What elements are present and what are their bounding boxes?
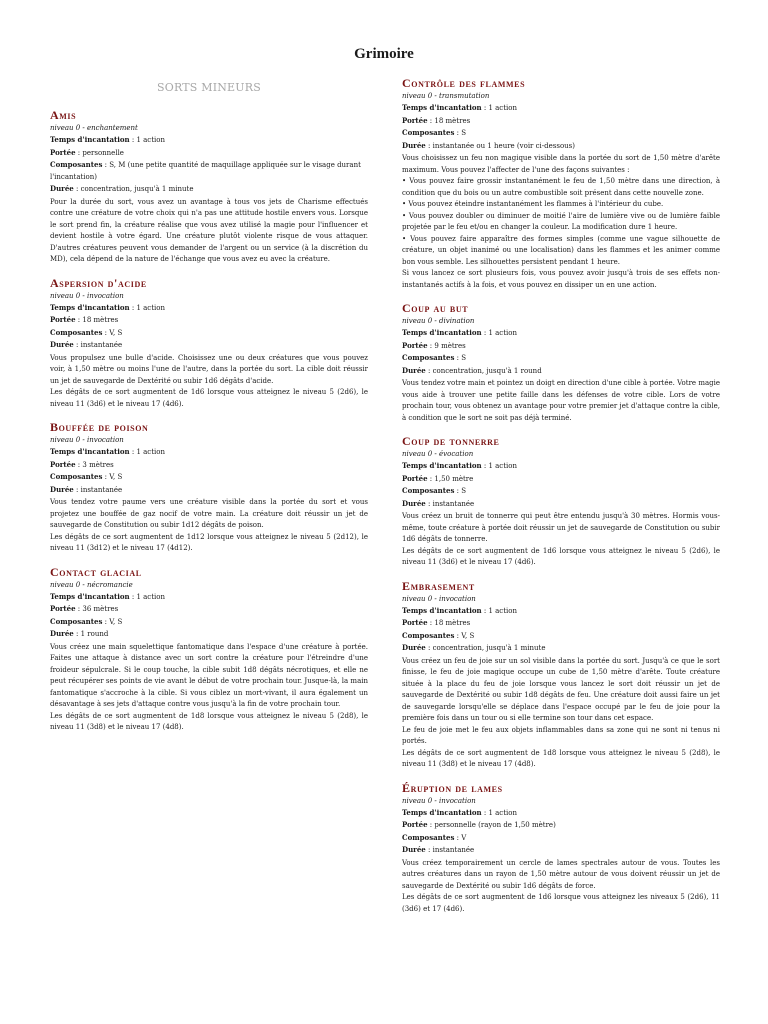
- spell-name: Bouffée de poison: [50, 420, 149, 434]
- spell-duration-row: Durée : instantanée ou 1 heure (voir ci-dessous): [402, 140, 576, 150]
- spell-duration-row: Durée : instantanée: [50, 340, 123, 349]
- spell-duration-value: instantanée ou 1 heure (voir ci-dessous): [432, 141, 576, 150]
- spell-coup-au-but: [402, 301, 720, 424]
- spell-components-label: Composantes: [50, 327, 103, 337]
- spell-level: niveau 0 - évocation: [402, 450, 474, 458]
- description-paragraph: • Vous pouvez doubler ou diminuer de moitié l'aire de lumière vive ou de lumière faible projetée par le feu et/ou en changer la couleur. La modification dure 1 heure.: [402, 211, 720, 231]
- description-paragraph: Les dégâts de ce sort augmentent de 1d12 lorsque vous atteignez le niveau 5 (2d12), le niveau 11 (3d12) et le niveau 17 (4d12).: [50, 532, 368, 552]
- spell-range-label: Portée: [402, 618, 428, 627]
- spell-duration-row: Durée : 1 round: [50, 629, 109, 638]
- spell-description: [402, 656, 720, 771]
- description-paragraph: Les dégâts de ce sort augmentent de 1d6 lorsque vous atteignez le niveau 5 (2d6), le niveau 11 (3d6) et le niveau 17 (4d6).: [402, 546, 720, 566]
- spell-description: [402, 378, 720, 424]
- left-column: [50, 76, 368, 744]
- spell-range-label: Portée: [50, 604, 76, 613]
- spell-casting-time-label: Temps d'incantation: [50, 302, 130, 312]
- spell-components-row: Composantes : V, S: [402, 630, 475, 640]
- spell-components-label: Composantes: [402, 486, 455, 495]
- spell-range-label: Portée: [50, 315, 76, 324]
- spell-level: niveau 0 - invocation: [402, 796, 476, 805]
- description-paragraph: Les dégâts de ce sort augmentent de 1d8 lorsque vous atteignez le niveau 5 (2d8), le niveau 11 (3d8) et le niveau 17 (4d8).: [402, 748, 720, 768]
- spell-duration-label: Durée: [50, 340, 74, 349]
- spell-components-row: Composantes : S, M (une petite quantité de maquillage appliquée sur le visage durant l'incantation): [50, 160, 361, 181]
- description-paragraph: Pour la durée du sort, vous avez un avantage à tous vos jets de Charisme effectués contre une créature de votre choix qui n'a pas une attitude hostile envers vous. Lorsque le sort prend fin, la créature réalise que vous avez utilisé la magie pour l'influencer et devient hostile à votre égard. Une créature plutôt violente risque de vous attaquer. D'autres créatures peuvent vous demander de l'argent ou un service (à la discrétion du MD), cela dépend de la nature de l'échange que vous avez eu avec la créature.: [50, 197, 368, 263]
- description-paragraph: • Vous pouvez faire apparaître des formes simples (comme une vague silhouette de créature, un objet inanimé ou une localisation) dans les flammes et les animer comme bon vous semble. Les silhouettes persistent pendant 1 heure.: [402, 234, 720, 266]
- spell-name: Coup de tonnerre: [402, 434, 500, 448]
- spell-casting-time-row: Temps d'incantation : 1 action: [402, 807, 517, 817]
- spell-components-row: Composantes : S: [402, 128, 467, 137]
- spell-description: [402, 858, 720, 916]
- description-paragraph: Vous tendez votre paume vers une créature visible dans la portée du sort et vous projetez une bouffée de gaz nocif de votre main. La créature doit réussir un jet de sauvegarde de Constitution ou subir 1d12 dégâts de poison.: [50, 498, 368, 529]
- spell-range-value: 1,50 mètre: [434, 474, 474, 483]
- spell-range-row: Portée : personnelle: [50, 147, 124, 157]
- spell-duration-label: Durée: [402, 498, 426, 508]
- description-paragraph: Vous créez une main squelettique fantomatique dans l'espace d'une créature à portée. Faites une attaque à distance avec un sort contre la créature pour l'étreindre d'une froideur sépulcrale. Si le coup touche, la cible subit 1d8 dégâts nécrotiques, et elle ne peut récupérer ses points de vie avant le début de votre prochain tour. Jusque-là, la main fantomatique s'accroche à la cible. Si vous ciblez un mort-vivant, il aura également un désavantage à ses jets d'attaque contre vous jusqu'à la fin de votre prochain tour.: [50, 642, 368, 708]
- section-title: SORTS MINEURS: [157, 81, 261, 94]
- spell-casting-time-value: 1 action: [488, 606, 517, 615]
- spell-casting-time-value: 1 action: [488, 329, 517, 337]
- spell-casting-time-row: Temps d'incantation : 1 action: [50, 302, 165, 312]
- spell-name: Aspersion d'acide: [50, 275, 147, 290]
- spell-duration-value: concentration, jusqu'à 1 round: [432, 366, 542, 375]
- spell-components-row: Composantes : V, S: [50, 616, 123, 626]
- spell-duration-label: Durée: [50, 484, 74, 494]
- spell-level: niveau 0 - invocation: [50, 436, 124, 444]
- spell-range-value: personnelle (rayon de 1,50 mètre): [434, 821, 556, 829]
- spell-duration-value: 1 round: [80, 630, 109, 638]
- spell-controle-des-flammes: [402, 76, 720, 291]
- spell-range-value: 18 mètres: [434, 619, 471, 627]
- page-title: Grimoire: [354, 46, 414, 62]
- spell-casting-time-label: Temps d'incantation: [50, 135, 130, 144]
- spell-embrasement: [402, 579, 720, 771]
- spell-eruption-de-lames: [402, 781, 720, 916]
- description-paragraph: Les dégâts de ce sort augmentent de 1d6 lorsque vous atteignez le niveau 5 (2d6), le niveau 11 (3d6) et le niveau 17 (4d6).: [50, 388, 368, 408]
- description-paragraph: Vous créez un bruit de tonnerre qui peut être entendu jusqu'à 30 mètres. Hormis vous-même, toute créature à portée doit réussir un jet de sauvegarde de Constitution ou subir 1d6 dégâts de tonnerre.: [402, 512, 720, 543]
- spell-casting-time-value: 1 action: [136, 592, 165, 601]
- spell-duration-label: Durée: [50, 629, 74, 638]
- spell-duration-label: Durée: [402, 365, 426, 375]
- spell-range-label: Portée: [50, 147, 76, 157]
- spell-coup-de-tonnerre: [402, 434, 720, 569]
- spell-duration-row: Durée : concentration, jusqu'à 1 minute: [50, 184, 194, 193]
- spell-components-row: Composantes : V: [402, 832, 467, 842]
- spell-components-label: Composantes: [402, 353, 455, 362]
- spell-components-value: S: [461, 354, 467, 362]
- spell-components-value: V: [461, 833, 467, 842]
- spell-duration-row: Durée : concentration, jusqu'à 1 minute: [402, 643, 546, 652]
- spell-duration-value: concentration, jusqu'à 1 minute: [80, 185, 194, 193]
- spell-description: [402, 511, 720, 569]
- spell-bouffee-de-poison: [50, 420, 368, 555]
- spell-components-value: S, M (une petite quantité de maquillage appliquée sur le visage durant l'incantation): [50, 161, 361, 181]
- spell-range-value: 3 mètres: [82, 460, 114, 469]
- spell-list-right: [402, 76, 720, 915]
- spell-duration-value: instantanée: [432, 499, 475, 508]
- spell-amis: [50, 108, 368, 266]
- spell-description: [50, 197, 368, 266]
- spell-range-label: Portée: [50, 459, 76, 469]
- spell-components-row: Composantes : V, S: [50, 327, 123, 337]
- spell-duration-row: Durée : instantanée: [402, 498, 475, 508]
- spell-range-value: personnelle: [82, 148, 124, 157]
- spell-level: niveau 0 - enchantement: [50, 124, 138, 132]
- spell-components-label: Composantes: [50, 472, 103, 481]
- spell-level: niveau 0 - transmutation: [402, 92, 490, 100]
- spell-name: Coup au but: [402, 301, 469, 315]
- spell-level: niveau 0 - nécromancie: [50, 580, 133, 589]
- spell-components-row: Composantes : S: [402, 353, 467, 362]
- spell-components-label: Composantes: [402, 630, 455, 640]
- spell-name: Embrasement: [402, 578, 475, 593]
- spell-casting-time-row: Temps d'incantation : 1 action: [402, 103, 517, 112]
- spell-casting-time-label: Temps d'incantation: [50, 447, 130, 456]
- spell-casting-time-label: Temps d'incantation: [402, 605, 482, 615]
- spell-contact-glacial: [50, 565, 368, 734]
- spell-casting-time-row: Temps d'incantation : 1 action: [402, 328, 517, 337]
- spell-level: niveau 0 - divination: [402, 317, 475, 325]
- spell-components-label: Composantes: [50, 160, 103, 169]
- spell-range-row: Portée : 9 mètres: [402, 340, 466, 350]
- spell-range-value: 18 mètres: [434, 116, 471, 125]
- spell-casting-time-value: 1 action: [488, 808, 517, 817]
- spell-range-value: 9 mètres: [434, 341, 466, 350]
- description-paragraph: • Vous pouvez faire grossir instantanément le feu de 1,50 mètre dans une direction, à condition que du bois ou un autre combustible soit présent dans cette nouvelle zone.: [402, 177, 720, 197]
- description-paragraph: Vous propulsez une bulle d'acide. Choisissez une ou deux créatures que vous pouvez voir, à 1,50 mètre ou moins l'une de l'autre, dans la portée du sort. La cible doit réussir un jet de sauvegarde de Dextérité ou subir 1d6 dégâts d'acide.: [50, 353, 368, 385]
- spell-aspersion-d-acide: [50, 276, 368, 411]
- spell-name: Contact glacial: [50, 564, 142, 579]
- spell-range-row: Portée : 1,50 mètre: [402, 473, 474, 483]
- spell-components-label: Composantes: [402, 832, 455, 842]
- spell-casting-time-value: 1 action: [136, 448, 165, 456]
- spell-name: Amis: [50, 108, 77, 122]
- spell-duration-label: Durée: [402, 140, 426, 150]
- description-paragraph: Les dégâts de ce sort augmentent de 1d8 lorsque vous atteignez le niveau 5 (2d8), le niveau 11 (3d8) et le niveau 17 (4d8).: [50, 711, 368, 731]
- spell-duration-value: instantanée: [432, 846, 475, 854]
- spell-range-label: Portée: [402, 473, 428, 483]
- spell-duration-label: Durée: [402, 643, 426, 652]
- description-paragraph: Le feu de joie met le feu aux objets inflammables dans sa zone qui ne sont ni tenus ni portés.: [402, 725, 720, 745]
- spell-components-value: V, S: [109, 328, 123, 337]
- spell-casting-time-value: 1 action: [488, 104, 517, 112]
- spell-range-value: 18 mètres: [82, 316, 119, 324]
- description-paragraph: Si vous lancez ce sort plusieurs fois, vous pouvez avoir jusqu'à trois de ses effets non-instantanés actifs à la fois, et vous pouvez en dissiper un en une action.: [402, 269, 720, 289]
- spell-casting-time-label: Temps d'incantation: [402, 328, 482, 337]
- spell-description: [50, 353, 368, 411]
- spell-range-row: Portée : 18 mètres: [402, 618, 471, 627]
- spell-components-row: Composantes : S: [402, 486, 467, 495]
- spell-range-row: Portée : 18 mètres: [50, 315, 119, 324]
- spell-duration-row: Durée : instantanée: [402, 845, 475, 854]
- spell-casting-time-label: Temps d'incantation: [50, 591, 130, 601]
- description-paragraph: Vous créez un feu de joie sur un sol visible dans la portée du sort. Jusqu'à ce que le sort finisse, le feu de joie magique occupe un cube de 1,50 mètre d'arête. Toute créature située à la place du feu de joie lorsque vous lancez le sort doit réussir un jet de sauvegarde de Dextérité ou subir 1d8 dégâts de feu. Une créature doit aussi faire un jet de sauvegarde lorsqu'elle se déplace dans l'espace occupé par le feu de joie pour la première fois dans un tour ou si elle termine son tour dans cet espace.: [402, 656, 720, 722]
- spell-range-value: 36 mètres: [82, 605, 119, 613]
- spell-casting-time-row: Temps d'incantation : 1 action: [402, 461, 517, 470]
- spell-duration-row: Durée : concentration, jusqu'à 1 round: [402, 365, 542, 375]
- spell-range-row: Portée : 18 mètres: [402, 115, 471, 125]
- description-paragraph: Vous tendez votre main et pointez un doigt en direction d'une cible à portée. Votre magie vous aide à trouver une petite faille dans les défenses de votre cible. Lors de votre prochain tour, vous obtenez un avantage pour votre premier jet d'attaque contre la cible, à condition que le sort ne soit pas déjà terminé.: [402, 379, 720, 422]
- spell-range-row: Portée : 3 mètres: [50, 459, 114, 469]
- spell-components-label: Composantes: [402, 128, 455, 137]
- spell-components-value: S: [461, 129, 467, 137]
- spell-components-value: V, S: [461, 631, 475, 640]
- spell-casting-time-value: 1 action: [136, 303, 165, 312]
- spell-level: niveau 0 - invocation: [50, 291, 124, 300]
- spell-description: [50, 497, 368, 555]
- spell-duration-label: Durée: [402, 845, 426, 854]
- spell-range-label: Portée: [402, 340, 428, 350]
- spell-components-value: V, S: [109, 617, 123, 626]
- spell-casting-time-row: Temps d'incantation : 1 action: [402, 605, 517, 615]
- spell-range-label: Portée: [402, 820, 428, 829]
- description-paragraph: Les dégâts de ce sort augmentent de 1d6 lorsque vous atteignez les niveaux 5 (2d6), 11 (3d6) et 17 (4d6).: [402, 893, 720, 913]
- spell-name: Contrôle des flammes: [402, 76, 526, 90]
- spell-casting-time-row: Temps d'incantation : 1 action: [50, 135, 165, 144]
- spell-casting-time-row: Temps d'incantation : 1 action: [50, 591, 165, 601]
- spell-level: niveau 0 - invocation: [402, 594, 476, 603]
- spell-name: Éruption de lames: [402, 780, 503, 795]
- spell-description: [402, 153, 720, 291]
- spell-casting-time-label: Temps d'incantation: [402, 807, 482, 817]
- spell-range-label: Portée: [402, 115, 428, 125]
- spell-duration-value: concentration, jusqu'à 1 minute: [432, 644, 546, 652]
- spell-casting-time-label: Temps d'incantation: [402, 103, 482, 112]
- spell-components-value: V, S: [109, 473, 123, 481]
- spell-components-label: Composantes: [50, 616, 103, 626]
- spell-duration-label: Durée: [50, 184, 74, 193]
- spell-range-row: Portée : 36 mètres: [50, 604, 119, 613]
- description-paragraph: • Vous pouvez éteindre instantanément les flammes à l'intérieur du cube.: [402, 200, 664, 208]
- spell-list-left: [50, 108, 368, 734]
- spell-duration-row: Durée : instantanée: [50, 484, 123, 494]
- spell-components-value: S: [461, 487, 467, 495]
- description-paragraph: Vous créez temporairement un cercle de lames spectrales autour de vous. Toutes les autres créatures dans un rayon de 1,50 mètre autour de vous doivent réussir un jet de sauvegarde de Dextérité ou subir 1d6 dégâts de force.: [402, 858, 720, 890]
- spell-description: [50, 642, 368, 734]
- description-paragraph: Vous choisissez un feu non magique visible dans la portée du sort de 1,50 mètre d'arête maximum. Vous pouvez l'affecter de l'une des façons suivantes :: [402, 154, 720, 174]
- spell-casting-time-value: 1 action: [488, 462, 517, 470]
- spell-casting-time-row: Temps d'incantation : 1 action: [50, 447, 165, 456]
- spell-components-row: Composantes : V, S: [50, 472, 123, 481]
- spell-casting-time-value: 1 action: [136, 136, 165, 144]
- spell-casting-time-label: Temps d'incantation: [402, 461, 482, 470]
- spell-duration-value: instantanée: [80, 341, 123, 349]
- spell-duration-value: instantanée: [80, 485, 123, 494]
- right-column: [402, 76, 720, 925]
- spell-range-row: Portée : personnelle (rayon de 1,50 mètre): [402, 820, 556, 829]
